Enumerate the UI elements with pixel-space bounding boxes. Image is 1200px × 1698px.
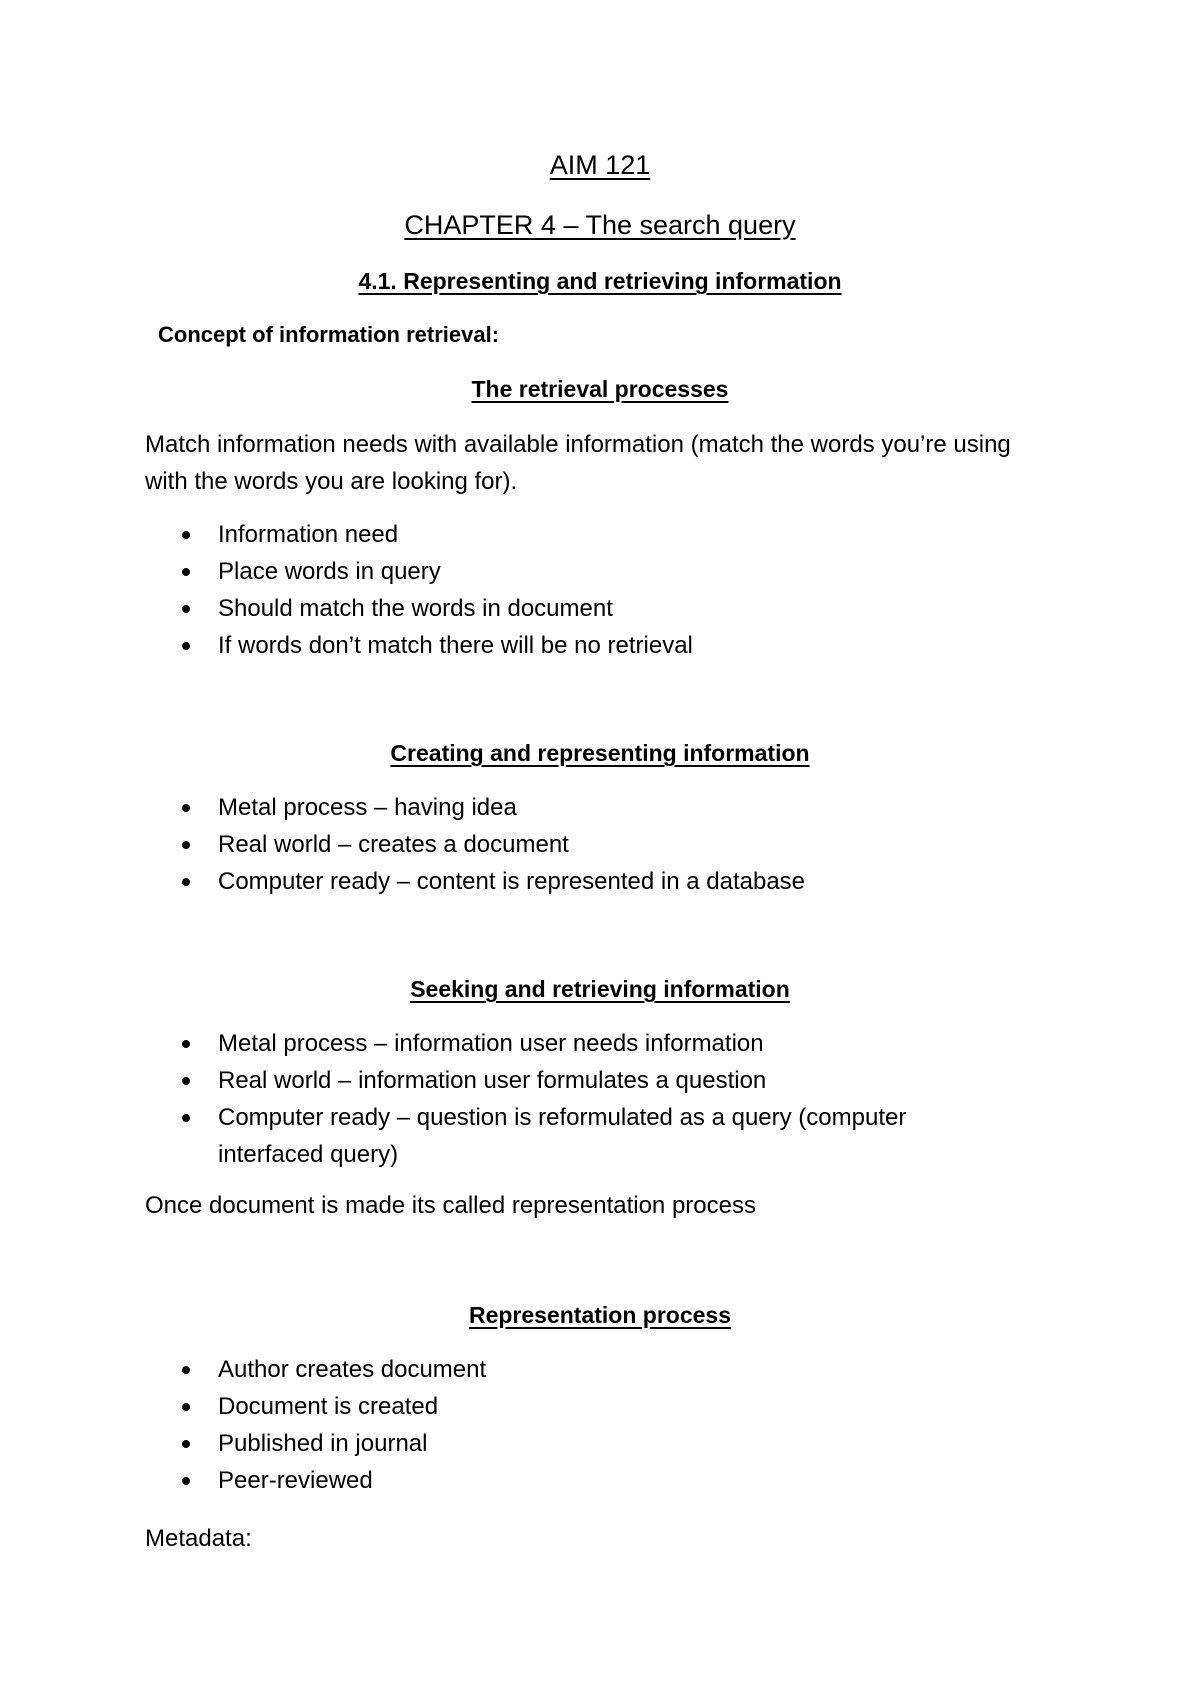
bullet-icon xyxy=(182,878,190,886)
list-item: Computer ready – question is reformulated as a query (computer interfaced query) xyxy=(0,1099,978,1173)
bullet-icon xyxy=(182,1477,190,1485)
bullet-icon xyxy=(182,1077,190,1085)
bullet-icon xyxy=(182,1403,190,1411)
chapter-title: CHAPTER 4 – The search query xyxy=(404,210,796,240)
bullet-icon xyxy=(182,841,190,849)
bullet-icon xyxy=(182,804,190,812)
representation-process-heading: Representation process xyxy=(468,1302,732,1328)
list-item: Real world – information user formulates a question xyxy=(0,1062,978,1099)
representation-process-list xyxy=(0,1351,1000,1499)
seeking-retrieving-list xyxy=(0,1025,1000,1173)
list-item: Information need xyxy=(0,516,978,553)
retrieval-intro-paragraph: Match information needs with available information (match the words you’re using with the words you are looking for). xyxy=(145,431,1011,495)
retrieval-processes-heading: The retrieval processes xyxy=(471,376,729,402)
list-item: Metal process – having idea xyxy=(0,789,978,826)
bullet-icon xyxy=(182,1366,190,1374)
concept-label: Concept of information retrieval: xyxy=(158,322,500,347)
metadata-label: Metadata: xyxy=(145,1525,252,1552)
list-item: Computer ready – content is represented in a database xyxy=(0,863,978,900)
bullet-icon xyxy=(182,568,190,576)
retrieval-processes-list xyxy=(0,516,1000,664)
list-item: Real world – creates a document xyxy=(0,826,978,863)
bullet-icon xyxy=(182,1440,190,1448)
list-item: Document is created xyxy=(0,1388,978,1425)
section-heading: 4.1. Representing and retrieving information xyxy=(358,268,842,294)
representation-note-paragraph: Once document is made its called representation process xyxy=(145,1192,756,1219)
list-item: Metal process – information user needs information xyxy=(0,1025,978,1062)
seeking-retrieving-heading: Seeking and retrieving information xyxy=(410,976,790,1002)
bullet-icon xyxy=(182,605,190,613)
list-item: If words don’t match there will be no retrieval xyxy=(0,627,978,664)
list-item: Peer-reviewed xyxy=(0,1462,978,1499)
bullet-icon xyxy=(182,531,190,539)
creating-representing-list xyxy=(0,789,1000,900)
bullet-icon xyxy=(182,642,190,650)
list-item: Author creates document xyxy=(0,1351,978,1388)
list-item: Should match the words in document xyxy=(0,590,978,627)
list-item: Published in journal xyxy=(0,1425,978,1462)
bullet-icon xyxy=(182,1114,190,1122)
course-title: AIM 121 xyxy=(549,150,651,180)
creating-representing-heading: Creating and representing information xyxy=(390,740,810,766)
list-item: Place words in query xyxy=(0,553,978,590)
bullet-icon xyxy=(182,1040,190,1048)
